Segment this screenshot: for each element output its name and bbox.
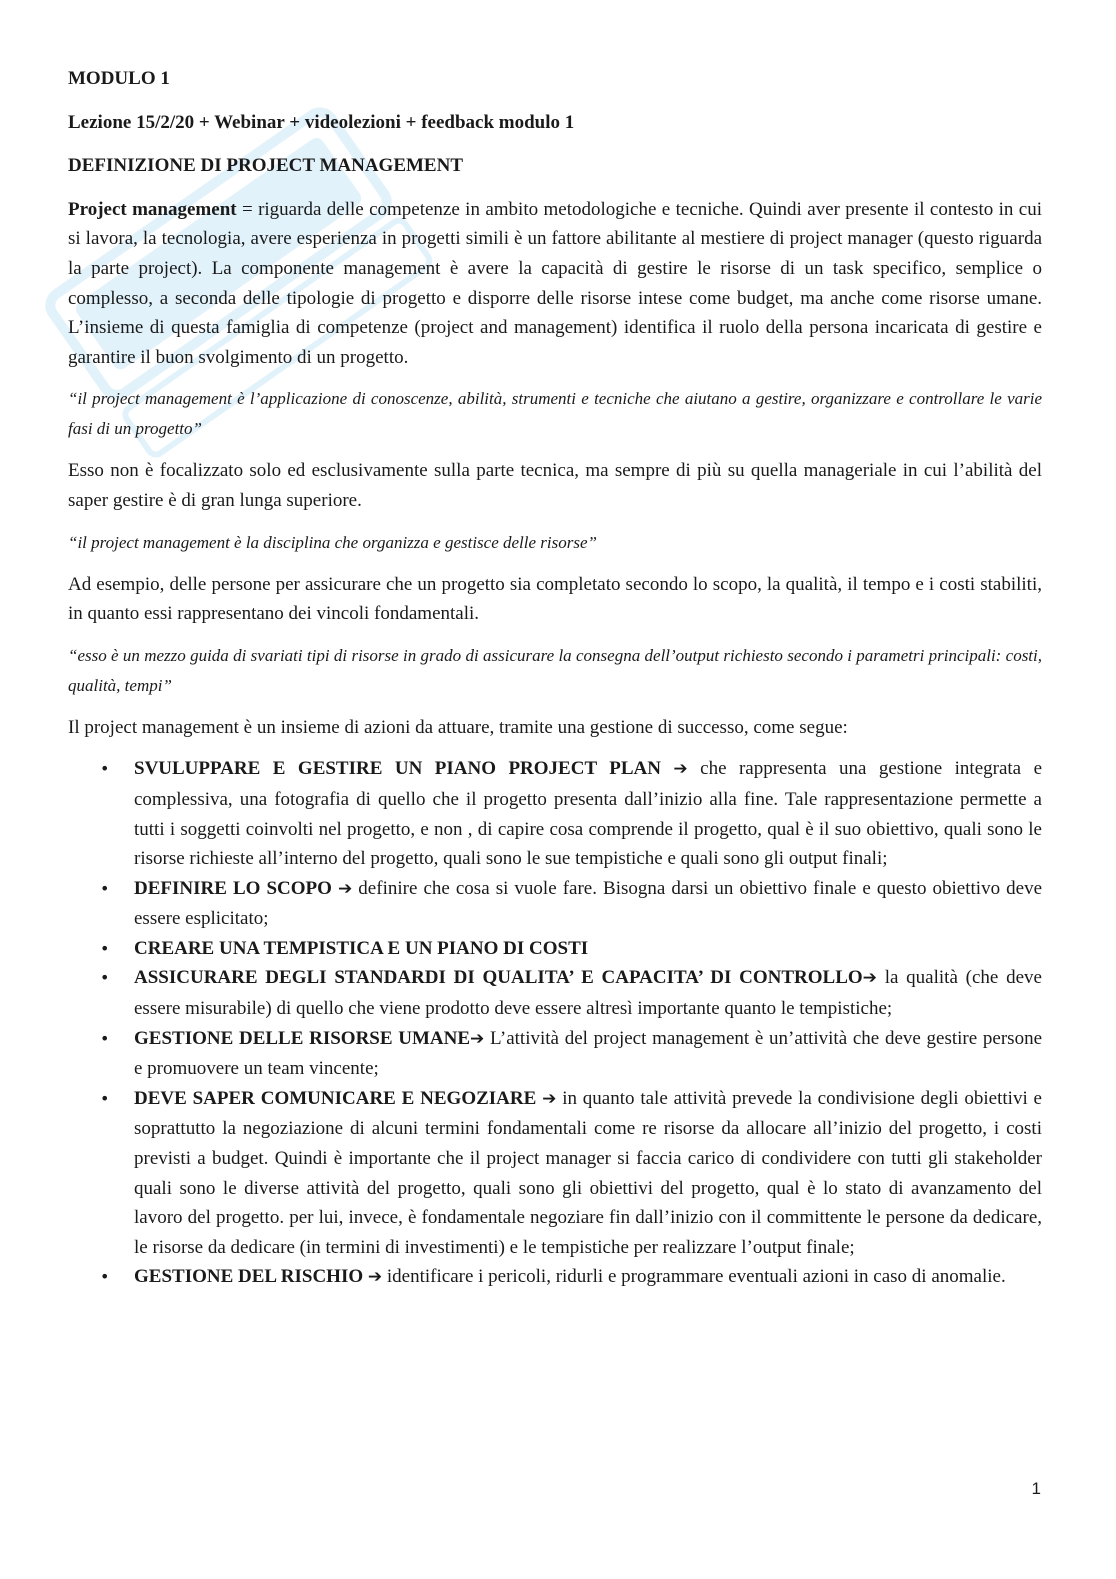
- document-content: [68, 64, 1042, 1293]
- arrow-icon: ➔: [673, 759, 688, 780]
- section-title: DEFINIZIONE DI PROJECT MANAGEMENT: [68, 155, 463, 177]
- list-item: • SVULUPPARE E GESTIRE UN PIANO PROJECT PLAN ➔ che rappresenta una gestione integrata e complessiva, una fotografia di quello che il progetto presenta dall’inizio alla fine. Tale rappresentazione permette a tutti i soggetti coinvolti nel progetto, e non , di capire cosa comprende il progetto, qual è il suo obiettivo, quali sono le risorse richieste all’interno del progetto, quali sono le sue tempistiche e quali sono gli output finali;: [68, 754, 1042, 873]
- module-title: MODULO 1: [68, 68, 170, 89]
- actions-list: [68, 754, 1042, 1293]
- quote-1: “il project management è l’applicazione di conoscenze, abilità, strumenti e tecniche che aiutano a gestire, organizzare e controllare le varie fasi di un progetto”: [68, 389, 1042, 439]
- paragraph-4: Il project management è un insieme di azioni da attuare, tramite una gestione di successo, come segue:: [68, 716, 848, 738]
- intro-body: = riguarda delle competenze in ambito metodologiche e tecniche. Quindi aver presente il contesto in cui si lavora, la tecnologia, avere esperienza in progetti simili è un fattore abilitante al mestiere di project manager (questo riguarda la parte project). La componente management è avere la capacità di gestire le risorse di un task specifico, semplice o complesso, a seconda delle tipologie di progetto e disporre delle risorse intese come budget, ma anche come risorse umane. L’insieme di questa famiglia di competenze (project and management) identifica il ruolo della persona incaricata di gestire e garantire il buon svolgimento di un progetto.: [68, 198, 1042, 368]
- arrow-icon: ➔: [470, 1028, 485, 1049]
- list-item: • CREARE UNA TEMPISTICA E UN PIANO DI COSTI: [68, 934, 1042, 964]
- list-item: • DEFINIRE LO SCOPO ➔ definire che cosa si vuole fare. Bisogna darsi un obiettivo finale e questo obiettivo deve essere esplicitato;: [68, 874, 1042, 934]
- arrow-icon: ➔: [862, 968, 877, 989]
- arrow-icon: ➔: [338, 878, 353, 899]
- paragraph-3: Ad esempio, delle persone per assicurare che un progetto sia completato secondo lo scopo, la qualità, il tempo e i costi stabiliti, in quanto essi rappresentano dei vincoli fondamentali.: [68, 573, 1042, 625]
- intro-term: Project management: [68, 198, 237, 220]
- lesson-title: Lezione 15/2/20 + Webinar + videolezioni + feedback modulo 1: [68, 111, 575, 133]
- intro-paragraph: [68, 195, 1042, 373]
- list-item: • ASSICURARE DEGLI STANDARDI DI QUALITA’ E CAPACITA’ DI CONTROLLO➔ la qualità (che deve essere misurabile) di quello che viene prodotto deve essere altresì importante quanto le tempistiche;: [68, 963, 1042, 1023]
- arrow-icon: ➔: [367, 1267, 383, 1288]
- list-item: • GESTIONE DELLE RISORSE UMANE➔ L’attività del project management è un’attività che deve gestire persone e promuovere un team vincente;: [68, 1024, 1042, 1084]
- quote-2: “il project management è la disciplina che organizza e gestisce delle risorse”: [68, 532, 597, 552]
- arrow-icon: ➔: [542, 1088, 557, 1109]
- quote-3: “esso è un mezzo guida di svariati tipi di risorse in grado di assicurare la consegna dell’output richiesto secondo i parametri principali: costi, qualità, tempi”: [68, 645, 1042, 695]
- page-number: 1: [1031, 1479, 1041, 1498]
- list-item: • GESTIONE DEL RISCHIO ➔ identificare i pericoli, ridurli e programmare eventuali azioni in caso di anomalie.: [68, 1262, 1042, 1293]
- paragraph-2: Esso non è focalizzato solo ed esclusivamente sulla parte tecnica, ma sempre di più su quella manageriale in cui l’abilità del saper gestire è di gran lunga superiore.: [68, 460, 1042, 511]
- list-item: • DEVE SAPER COMUNICARE E NEGOZIARE ➔ in quanto tale attività prevede la condivisione degli obiettivi e soprattutto la negoziazione di alcuni termini fondamentali come re risorse da allocare all’inizio del progetto, i costi previsti a budget. Quindi è importante che il project manager si faccia carico di condividere con tutti gli stakeholder quali sono le diverse attività del progetto, quali sono gli obiettivi del progetto, qual è lo stato di avanzamento del lavoro del progetto. per lui, invece, è fondamentale negoziare fin dall’inizio con il committente le persone da dedicare, le risorse da dedicare (in termini di investimenti) e le tempistiche per realizzare l’output finale;: [68, 1084, 1042, 1263]
